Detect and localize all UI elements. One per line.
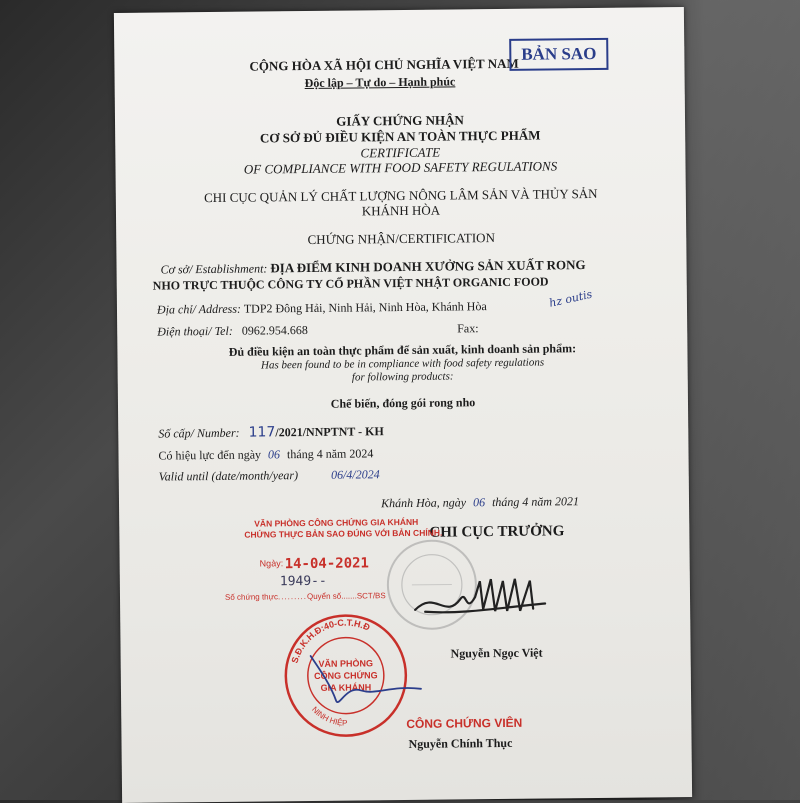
notary-book-end: SCT/BS bbox=[356, 591, 386, 601]
notary-book-row: Số chứng thực.........Quyển số.......SCT/BS bbox=[224, 591, 386, 602]
phone-row bbox=[157, 323, 308, 340]
seal-center-line1: VĂN PHÒNG bbox=[318, 658, 374, 669]
notary-signature bbox=[291, 645, 432, 716]
address-row bbox=[157, 299, 487, 317]
copy-stamp bbox=[509, 38, 608, 71]
fax-label: Fax: bbox=[457, 321, 479, 336]
compliance-vi: Đủ điều kiện an toàn thực phẩm để sản xuất, kinh doanh sản phẩm: bbox=[228, 341, 577, 359]
title-line2: CƠ SỞ ĐỦ ĐIỀU KIỆN AN TOÀN THỰC PHẨM bbox=[259, 127, 541, 146]
number-value: 117 bbox=[248, 424, 276, 441]
establishment-label: Cơ sở/ Establishment: bbox=[160, 261, 268, 277]
validity-en-label: Valid until (date/month/year) bbox=[158, 468, 299, 484]
notary-date-value: 14-04-2021 bbox=[284, 555, 370, 573]
compliance-en1: Has been found to be in compliance with food safety regulations bbox=[260, 356, 545, 372]
product-description: Chế biến, đóng gói rong nho bbox=[330, 395, 476, 411]
validity-vi-prefix: Có hiệu lực đến ngày bbox=[158, 447, 262, 463]
title-en2: OF COMPLIANCE WITH FOOD SAFETY REGULATIONS bbox=[243, 158, 558, 177]
number-suffix: /2021/NNPTNT - KH bbox=[275, 424, 384, 440]
notary-book-mid: Quyển số bbox=[306, 591, 342, 602]
establishment-name-line1: ĐỊA ĐIỂM KINH DOANH XƯỞNG SẢN XUẤT RONG bbox=[270, 257, 586, 276]
handwritten-note: hz outis bbox=[548, 287, 594, 310]
signing-month-year: tháng 4 năm 2021 bbox=[491, 494, 580, 510]
validity-en-row bbox=[159, 467, 380, 484]
country-heading: CỘNG HÒA XÃ HỘI CHỦ NGHĨA VIỆT NAM bbox=[249, 55, 519, 74]
motto: Độc lập – Tự do – Hạnh phúc bbox=[304, 74, 456, 91]
seal-center-line2: CÔNG CHỨNG bbox=[314, 670, 378, 681]
certification-heading: CHỨNG NHẬN/CERTIFICATION bbox=[307, 230, 496, 247]
seal-bottom-text: NINH HIỆP bbox=[310, 704, 348, 728]
validity-vi-row bbox=[158, 446, 373, 463]
validity-vi-rest: tháng 4 năm 2024 bbox=[286, 446, 374, 462]
establishment-name-line2: NHO TRỰC THUỘC CÔNG TY CỔ PHẦN VIỆT NHẬT ORGANIC FOOD bbox=[152, 274, 549, 293]
phone-value: 0962.954.668 bbox=[241, 322, 308, 338]
number-row bbox=[158, 423, 384, 441]
director-signature bbox=[405, 568, 566, 630]
copy-stamp-text: BẢN SAO bbox=[521, 43, 597, 64]
agency-line2: KHÁNH HÒA bbox=[361, 202, 441, 219]
notary-office-stamp: VĂN PHÒNG CÔNG CHỨNG GIA KHÁNH bbox=[254, 516, 419, 529]
notary-serial: 1949-- bbox=[279, 573, 327, 590]
signer-position: CHI CỤC TRƯỞNG bbox=[429, 523, 565, 541]
signing-day: 06 bbox=[472, 495, 486, 510]
seal-ring-text: S.Đ.K.H.Đ:40-C.T.H.Đ bbox=[289, 617, 372, 665]
signing-place: Khánh Hòa, ngày bbox=[380, 495, 467, 511]
compliance-en2: for following products: bbox=[351, 370, 454, 384]
notary-title: CÔNG CHỨNG VIÊN bbox=[406, 715, 523, 731]
validity-en-value: 06/4/2024 bbox=[330, 467, 380, 482]
validity-vi-day: 06 bbox=[267, 447, 281, 462]
number-label: Số cấp/ Number: bbox=[158, 425, 240, 441]
signer-name: Nguyễn Ngọc Việt bbox=[450, 645, 543, 661]
signing-place-date bbox=[381, 494, 579, 511]
notary-book-label: Số chứng thực bbox=[224, 592, 279, 602]
notary-name: Nguyễn Chính Thục bbox=[408, 735, 513, 751]
title-en1: CERTIFICATE bbox=[360, 144, 441, 161]
address-label: Địa chỉ/ Address: bbox=[156, 301, 242, 317]
certificate-document bbox=[114, 7, 692, 803]
agency-line1: CHI CỤC QUẢN LÝ CHẤT LƯỢNG NÔNG LÂM SẢN VÀ THỦY SẢN bbox=[203, 185, 598, 206]
title-line1: GIẤY CHỨNG NHẬN bbox=[336, 112, 464, 129]
notary-certified-stamp: CHỨNG THỰC BẢN SAO ĐÚNG VỚI BẢN CHÍNH. bbox=[244, 527, 443, 540]
seal-center-line3: GIA KHÁNH bbox=[320, 682, 372, 693]
phone-label: Điện thoại/ Tel: bbox=[157, 323, 233, 339]
notary-date-label: Ngày: bbox=[259, 558, 284, 569]
address-value: TDP2 Đông Hải, Ninh Hải, Ninh Hòa, Khánh Hòa bbox=[243, 299, 487, 316]
